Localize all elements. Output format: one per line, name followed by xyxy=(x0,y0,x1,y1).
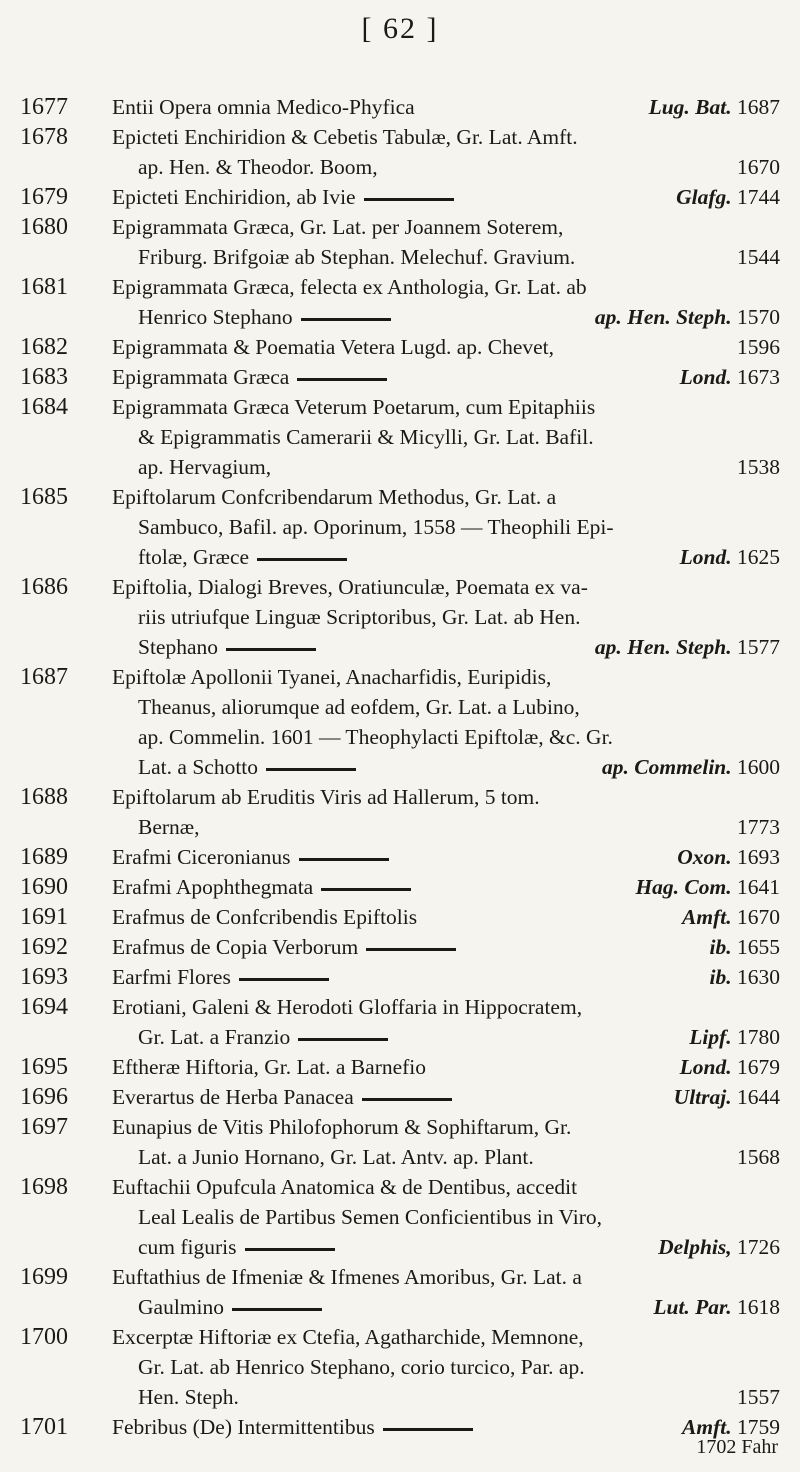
imprint-year: 1557 xyxy=(737,1385,780,1409)
entry-text: Excerptæ Hiftoriæ ex Ctefia, Agatharchide, Memnone, xyxy=(112,1325,584,1349)
rule-dash xyxy=(301,318,391,321)
imprint-place: Hag. Com. xyxy=(635,875,732,899)
entry-text: Epiftolarum Confcribendarum Methodus, Gr. Lat. a xyxy=(112,485,557,509)
entry-line xyxy=(112,1112,780,1142)
imprint-place: ap. Hen. Steph. xyxy=(594,305,732,329)
entry-text: Epigrammata & Poematia Vetera Lugd. ap. Chevet, xyxy=(112,335,555,359)
entry-line xyxy=(112,872,780,902)
catalogue-entry xyxy=(20,1412,780,1442)
entry-line xyxy=(112,182,780,212)
lot-number: 1679 xyxy=(20,184,68,210)
catalogue-entry xyxy=(20,932,780,962)
rule-dash xyxy=(266,768,356,771)
entry-line xyxy=(112,662,780,692)
imprint xyxy=(704,932,780,962)
entry-line xyxy=(112,302,780,332)
imprint xyxy=(731,812,780,842)
entry-text: Lat. a Schotto xyxy=(138,755,259,779)
lot-number: 1683 xyxy=(20,364,68,390)
imprint-place: Lipf. xyxy=(689,1025,732,1049)
entry-line xyxy=(112,572,780,602)
entry-text: ap. Hervagium, xyxy=(138,455,272,479)
imprint-year: 1759 xyxy=(737,1415,780,1439)
entry-text: Epigrammata Græca, felecta ex Anthologia, Gr. Lat. ab xyxy=(112,275,587,299)
entry-line xyxy=(112,1142,780,1172)
lot-number: 1698 xyxy=(20,1174,68,1200)
lot-number: 1701 xyxy=(20,1414,68,1440)
catalogue-entry xyxy=(20,272,780,332)
lot-number: 1694 xyxy=(20,994,68,1020)
imprint-place: ib. xyxy=(709,965,732,989)
imprint xyxy=(670,182,780,212)
entry-text: cum figuris xyxy=(138,1235,237,1259)
entry-line xyxy=(112,122,780,152)
imprint-place: ib. xyxy=(709,935,732,959)
rule-dash xyxy=(299,858,389,861)
rule-dash xyxy=(364,198,454,201)
entry-text: Hen. Steph. xyxy=(138,1385,239,1409)
imprint-year: 1544 xyxy=(737,245,780,269)
imprint xyxy=(643,92,780,122)
entry-line xyxy=(112,752,780,782)
entry-text: Epigrammata Græca, Gr. Lat. per Joannem Soterem, xyxy=(112,215,564,239)
entry-text: & Epigrammatis Camerarii & Micylli, Gr. Lat. Bafil. xyxy=(138,425,594,449)
imprint-year: 1538 xyxy=(737,455,780,479)
imprint xyxy=(704,962,780,992)
imprint-year: 1687 xyxy=(737,95,780,119)
catalogue-entry xyxy=(20,362,780,392)
catalogue-entry xyxy=(20,1112,780,1172)
catalogue-entry xyxy=(20,662,780,782)
entry-line xyxy=(112,1202,780,1232)
entry-text: Eunapius de Vitis Philofophorum & Sophiftarum, Gr. xyxy=(112,1115,572,1139)
imprint-year: 1644 xyxy=(737,1085,780,1109)
imprint-year: 1679 xyxy=(737,1055,780,1079)
catalogue-entry xyxy=(20,1052,780,1082)
lot-number: 1680 xyxy=(20,214,68,240)
imprint xyxy=(668,1082,780,1112)
imprint-year: 1673 xyxy=(737,365,780,389)
imprint xyxy=(652,1232,780,1262)
imprint xyxy=(674,542,780,572)
lot-number: 1689 xyxy=(20,844,68,870)
entry-text: Stephano xyxy=(138,635,219,659)
entry-line xyxy=(112,692,780,722)
catalogue-entry xyxy=(20,182,780,212)
rule-dash xyxy=(226,648,316,651)
catalogue-entry xyxy=(20,962,780,992)
entry-text: Eftheræ Hiftoria, Gr. Lat. a Barnefio xyxy=(112,1055,427,1079)
entry-text: Epicteti Enchiridion, ab Ivie xyxy=(112,185,356,209)
entry-line xyxy=(112,1082,780,1112)
catalogue-entry xyxy=(20,902,780,932)
entry-text: ftolæ, Græce xyxy=(138,545,250,569)
imprint xyxy=(676,902,780,932)
imprint-place: Oxon. xyxy=(677,845,732,869)
entry-line xyxy=(112,722,780,752)
imprint xyxy=(596,752,780,782)
imprint-year: 1618 xyxy=(737,1295,780,1319)
rule-dash xyxy=(298,1038,388,1041)
entry-line xyxy=(112,1412,780,1442)
imprint-year: 1780 xyxy=(737,1025,780,1049)
entry-text: Earfmi Flores xyxy=(112,965,231,989)
imprint xyxy=(731,452,780,482)
imprint-place: Amft. xyxy=(682,905,732,929)
entry-line xyxy=(112,1172,780,1202)
entry-line xyxy=(112,1052,780,1082)
entry-text: Euftathius de Ifmeniæ & Ifmenes Amoribus, Gr. Lat. a xyxy=(112,1265,582,1289)
entry-text: Erotiani, Galeni & Herodoti Gloffaria in Hippocratem, xyxy=(112,995,583,1019)
lot-number: 1691 xyxy=(20,904,68,930)
imprint-place: Ultraj. xyxy=(673,1085,732,1109)
catalogue-entry xyxy=(20,122,780,182)
catalogue-entry xyxy=(20,332,780,362)
rule-dash xyxy=(257,558,347,561)
catalogue-entry xyxy=(20,1082,780,1112)
imprint-year: 1577 xyxy=(737,635,780,659)
imprint xyxy=(731,1382,780,1412)
imprint-place: Lond. xyxy=(679,545,732,569)
catalogue-entry xyxy=(20,872,780,902)
entry-line xyxy=(112,482,780,512)
entry-line xyxy=(112,1292,780,1322)
catalogue-entry xyxy=(20,1322,780,1412)
entry-text: Epiftolæ Apollonii Tyanei, Anacharfidis, Euripidis, xyxy=(112,665,552,689)
rule-dash xyxy=(362,1098,452,1101)
entry-line xyxy=(112,1232,780,1262)
imprint-year: 1744 xyxy=(737,185,780,209)
entry-line xyxy=(112,842,780,872)
entry-text: riis utriufque Linguæ Scriptoribus, Gr. Lat. ab Hen. xyxy=(138,605,581,629)
imprint-year: 1773 xyxy=(737,815,780,839)
entry-text: Epicteti Enchiridion & Cebetis Tabulæ, Gr. Lat. Amft. xyxy=(112,125,578,149)
catalogue-entry xyxy=(20,992,780,1052)
entry-line xyxy=(112,1022,780,1052)
imprint-year: 1596 xyxy=(737,335,780,359)
catalogue-entry xyxy=(20,782,780,842)
rule-dash xyxy=(366,948,456,951)
catalogue-entry xyxy=(20,482,780,572)
imprint-place: ap. Commelin. xyxy=(602,755,732,779)
imprint-year: 1693 xyxy=(737,845,780,869)
entry-text: Friburg. Brifgoiæ ab Stephan. Melechuf. Gravium. xyxy=(138,245,576,269)
imprint-year: 1630 xyxy=(737,965,780,989)
imprint-place: Lug. Bat. xyxy=(648,95,732,119)
entry-line xyxy=(112,602,780,632)
imprint-year: 1670 xyxy=(737,155,780,179)
entry-text: Epiftolarum ab Eruditis Viris ad Hallerum, 5 tom. xyxy=(112,785,540,809)
imprint xyxy=(589,632,780,662)
entry-text: Gaulmino xyxy=(138,1295,224,1319)
entry-line xyxy=(112,1352,780,1382)
lot-number: 1695 xyxy=(20,1054,68,1080)
entry-text: Epigrammata Græca xyxy=(112,365,290,389)
entry-line xyxy=(112,362,780,392)
entry-text: Sambuco, Bafil. ap. Oporinum, 1558 — Theophili Epi- xyxy=(138,515,614,539)
entry-text: Erafmus de Copia Verborum xyxy=(112,935,359,959)
entry-line xyxy=(112,212,780,242)
rule-dash xyxy=(245,1248,335,1251)
entry-text: Epigrammata Græca Veterum Poetarum, cum Epitaphiis xyxy=(112,395,596,419)
entry-text: Entii Opera omnia Medico-Phyfica xyxy=(112,95,415,119)
imprint xyxy=(731,242,780,272)
imprint-place: ap. Hen. Steph. xyxy=(594,635,732,659)
lot-number: 1686 xyxy=(20,574,68,600)
imprint-year: 1670 xyxy=(737,905,780,929)
entry-text: Bernæ, xyxy=(138,815,200,839)
imprint-place: Lond. xyxy=(679,365,732,389)
entry-line xyxy=(112,92,780,122)
lot-number: 1682 xyxy=(20,334,68,360)
entry-text: Lat. a Junio Hornano, Gr. Lat. Antv. ap. Plant. xyxy=(138,1145,534,1169)
imprint-year: 1568 xyxy=(737,1145,780,1169)
imprint xyxy=(683,1022,780,1052)
entry-line xyxy=(112,422,780,452)
entry-text: Erafmi Ciceronianus xyxy=(112,845,291,869)
lot-number: 1700 xyxy=(20,1324,68,1350)
entry-line xyxy=(112,272,780,302)
lot-number: 1688 xyxy=(20,784,68,810)
catalogue-entry xyxy=(20,212,780,272)
entry-text: Gr. Lat. ab Henrico Stephano, corio turcico, Par. ap. xyxy=(138,1355,585,1379)
entry-text: Leal Lealis de Partibus Semen Conficientibus in Viro, xyxy=(138,1205,603,1229)
imprint-year: 1655 xyxy=(737,935,780,959)
entry-line xyxy=(112,392,780,422)
entry-line xyxy=(112,542,780,572)
entry-line xyxy=(112,512,780,542)
lot-number: 1687 xyxy=(20,664,68,690)
rule-dash xyxy=(383,1428,473,1431)
imprint-year: 1600 xyxy=(737,755,780,779)
entry-text: Erafmus de Confcribendis Epiftolis xyxy=(112,905,418,929)
entry-line xyxy=(112,632,780,662)
lot-number: 1699 xyxy=(20,1264,68,1290)
entry-line xyxy=(112,1262,780,1292)
lot-number: 1678 xyxy=(20,124,68,150)
rule-dash xyxy=(239,978,329,981)
catalogue-entry xyxy=(20,1262,780,1322)
entry-line xyxy=(112,932,780,962)
entry-line xyxy=(112,452,780,482)
imprint-place: Amft. xyxy=(682,1415,732,1439)
imprint-year: 1726 xyxy=(737,1235,780,1259)
entry-text: Euftachii Opufcula Anatomica & de Dentibus, accedit xyxy=(112,1175,578,1199)
imprint-place: Glafg. xyxy=(676,185,732,209)
entry-line xyxy=(112,962,780,992)
entry-text: Henrico Stephano xyxy=(138,305,293,329)
entry-line xyxy=(112,1322,780,1352)
entry-text: Erafmi Apophthegmata xyxy=(112,875,314,899)
imprint xyxy=(731,152,780,182)
entry-line xyxy=(112,152,780,182)
catalogue-entry xyxy=(20,92,780,122)
rule-dash xyxy=(321,888,411,891)
imprint-year: 1641 xyxy=(737,875,780,899)
catalogue-entry xyxy=(20,572,780,662)
imprint xyxy=(731,1142,780,1172)
entry-line xyxy=(112,332,780,362)
entry-text: Gr. Lat. a Franzio xyxy=(138,1025,291,1049)
entry-text: Epiftolia, Dialogi Breves, Oratiunculæ, Poemata ex va- xyxy=(112,575,588,599)
imprint-place: Delphis, xyxy=(658,1235,732,1259)
imprint xyxy=(589,302,780,332)
imprint-place: Lond. xyxy=(679,1055,732,1079)
rule-dash xyxy=(232,1308,322,1311)
imprint xyxy=(674,1052,780,1082)
page-number: [ 62 ] xyxy=(361,12,439,45)
entry-line xyxy=(112,902,780,932)
entry-line xyxy=(112,812,780,842)
entry-text: Theanus, aliorumque ad eofdem, Gr. Lat. a Lubino, xyxy=(138,695,580,719)
imprint xyxy=(671,842,780,872)
entry-text: ap. Commelin. 1601 — Theophylacti Epiftolæ, &c. Gr. xyxy=(138,725,613,749)
imprint-year: 1570 xyxy=(737,305,780,329)
catchword: 1702 Fahr xyxy=(696,1436,778,1458)
lot-number: 1692 xyxy=(20,934,68,960)
rule-dash xyxy=(297,378,387,381)
lot-number: 1681 xyxy=(20,274,68,300)
imprint xyxy=(731,332,780,362)
entry-text: ap. Hen. & Theodor. Boom, xyxy=(138,155,378,179)
catalogue-entry xyxy=(20,842,780,872)
lot-number: 1684 xyxy=(20,394,68,420)
lot-number: 1697 xyxy=(20,1114,68,1140)
lot-number: 1677 xyxy=(20,94,68,120)
imprint-year: 1625 xyxy=(737,545,780,569)
catalogue-entry xyxy=(20,392,780,482)
entry-line xyxy=(112,1382,780,1412)
entry-list xyxy=(20,92,780,1442)
entry-line xyxy=(112,992,780,1022)
lot-number: 1696 xyxy=(20,1084,68,1110)
entry-line xyxy=(112,242,780,272)
entry-text: Everartus de Herba Panacea xyxy=(112,1085,354,1109)
lot-number: 1685 xyxy=(20,484,68,510)
catalogue-entry xyxy=(20,1172,780,1262)
imprint-place: Lut. Par. xyxy=(653,1295,732,1319)
imprint xyxy=(629,872,780,902)
entry-line xyxy=(112,782,780,812)
lot-number: 1693 xyxy=(20,964,68,990)
entry-text: Febribus (De) Intermittentibus xyxy=(112,1415,375,1439)
imprint xyxy=(647,1292,780,1322)
imprint xyxy=(674,362,780,392)
lot-number: 1690 xyxy=(20,874,68,900)
